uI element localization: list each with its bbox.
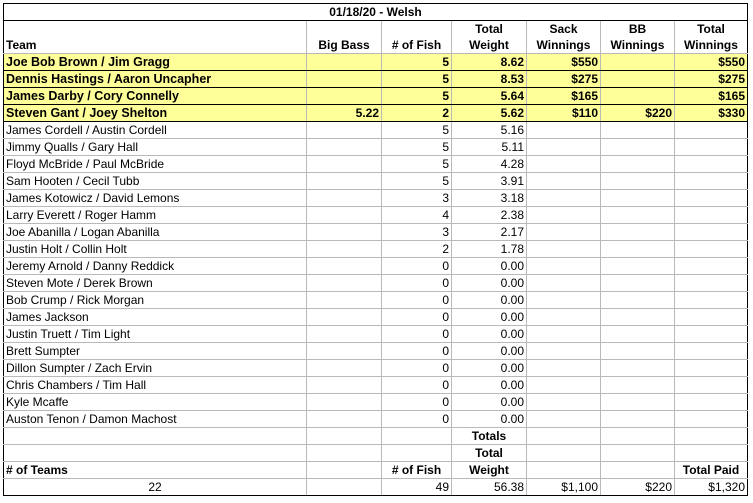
total-weight-cell: 0.00 — [452, 309, 527, 326]
total-winnings-cell — [675, 258, 748, 275]
bb-winnings-cell — [601, 258, 675, 275]
team-name-cell: James Cordell / Austin Cordell — [4, 122, 307, 139]
sack-winnings-cell — [527, 292, 601, 309]
header-team-spacer — [4, 21, 307, 38]
total-winnings-cell — [675, 360, 748, 377]
fish-count-cell: 5 — [382, 88, 452, 105]
total-weight-cell: 0.00 — [452, 326, 527, 343]
bb-winnings-cell — [601, 394, 675, 411]
big-bass-cell — [307, 122, 382, 139]
bb-winnings-cell — [601, 292, 675, 309]
table-row — [4, 275, 748, 292]
table-row — [4, 71, 748, 88]
header-total-winnings-bottom: Winnings — [675, 37, 748, 54]
blank-cell — [307, 462, 382, 479]
total-weight-cell: 4.28 — [452, 156, 527, 173]
blank-cell — [601, 428, 675, 445]
header-bb-bottom: Winnings — [601, 37, 675, 54]
table-row — [4, 207, 748, 224]
blank-cell — [307, 445, 382, 462]
total-weight-cell: 5.62 — [452, 105, 527, 122]
big-bass-cell — [307, 88, 382, 105]
bb-winnings-cell: $220 — [601, 105, 675, 122]
fish-count-cell: 0 — [382, 292, 452, 309]
total-winnings-cell — [675, 224, 748, 241]
fish-count-cell: 4 — [382, 207, 452, 224]
blank-cell — [4, 428, 307, 445]
total-winnings-cell: $275 — [675, 71, 748, 88]
fish-count-cell: 5 — [382, 139, 452, 156]
sack-total-value: $1,100 — [527, 479, 601, 496]
total-winnings-cell — [675, 411, 748, 428]
team-name-cell: Steven Gant / Joey Shelton — [4, 105, 307, 122]
totals-label: Totals — [452, 428, 527, 445]
blank-cell — [675, 428, 748, 445]
big-bass-cell — [307, 54, 382, 71]
total-weight-cell: 0.00 — [452, 394, 527, 411]
bb-winnings-cell — [601, 54, 675, 71]
sack-winnings-cell — [527, 258, 601, 275]
table-row — [4, 88, 748, 105]
sack-winnings-cell — [527, 360, 601, 377]
total-winnings-cell — [675, 190, 748, 207]
table-row — [4, 360, 748, 377]
team-name-cell: Steven Mote / Derek Brown — [4, 275, 307, 292]
fish-count-cell: 5 — [382, 173, 452, 190]
fish-total-value: 49 — [382, 479, 452, 496]
blank-cell — [382, 445, 452, 462]
total-weight-cell: 0.00 — [452, 258, 527, 275]
total-winnings-cell: $330 — [675, 105, 748, 122]
header-team: Team — [4, 37, 307, 54]
blank-cell — [675, 445, 748, 462]
sack-winnings-cell — [527, 326, 601, 343]
total-weight-cell: 8.53 — [452, 71, 527, 88]
bb-winnings-cell — [601, 88, 675, 105]
big-bass-cell — [307, 343, 382, 360]
big-bass-cell — [307, 224, 382, 241]
total-winnings-cell — [675, 394, 748, 411]
header-fish-spacer — [382, 21, 452, 38]
header-num-fish: # of Fish — [382, 37, 452, 54]
teams-count-label: # of Teams — [4, 462, 307, 479]
team-name-cell: James Kotowicz / David Lemons — [4, 190, 307, 207]
big-bass-cell: 5.22 — [307, 105, 382, 122]
total-winnings-cell: $550 — [675, 54, 748, 71]
team-name-cell: Kyle Mcaffe — [4, 394, 307, 411]
total-winnings-cell: $165 — [675, 88, 748, 105]
bb-winnings-cell — [601, 275, 675, 292]
big-bass-cell — [307, 71, 382, 88]
team-name-cell: James Jackson — [4, 309, 307, 326]
table-row — [4, 54, 748, 71]
total-winnings-cell — [675, 326, 748, 343]
team-name-cell: Dillon Sumpter / Zach Ervin — [4, 360, 307, 377]
table-row — [4, 122, 748, 139]
team-name-cell: Larry Everett / Roger Hamm — [4, 207, 307, 224]
header-bb-top: BB — [601, 21, 675, 38]
blank-cell — [601, 462, 675, 479]
fish-count-cell: 0 — [382, 394, 452, 411]
total-weight-cell: 0.00 — [452, 377, 527, 394]
blank-cell — [4, 445, 307, 462]
sack-winnings-cell: $165 — [527, 88, 601, 105]
total-winnings-cell — [675, 122, 748, 139]
big-bass-cell — [307, 292, 382, 309]
teams-count-value: 22 — [4, 479, 307, 496]
total-weight-cell: 5.64 — [452, 88, 527, 105]
total-weight-cell: 8.62 — [452, 54, 527, 71]
total-winnings-cell — [675, 173, 748, 190]
total-weight-cell: 5.11 — [452, 139, 527, 156]
table-row — [4, 139, 748, 156]
table-row — [4, 377, 748, 394]
big-bass-cell — [307, 139, 382, 156]
big-bass-cell — [307, 275, 382, 292]
fish-count-cell: 3 — [382, 190, 452, 207]
total-winnings-cell — [675, 207, 748, 224]
bb-winnings-cell — [601, 139, 675, 156]
blank-cell — [307, 428, 382, 445]
fish-count-cell: 0 — [382, 377, 452, 394]
header-big-bass-spacer — [307, 21, 382, 38]
total-weight-cell: 0.00 — [452, 360, 527, 377]
table-row — [4, 190, 748, 207]
header-sack-bottom: Winnings — [527, 37, 601, 54]
team-name-cell: Justin Truett / Tim Light — [4, 326, 307, 343]
team-name-cell: Jeremy Arnold / Danny Reddick — [4, 258, 307, 275]
bb-winnings-cell — [601, 411, 675, 428]
bb-winnings-cell — [601, 71, 675, 88]
header-sack-top: Sack — [527, 21, 601, 38]
team-name-cell: Brett Sumpter — [4, 343, 307, 360]
total-winnings-cell — [675, 343, 748, 360]
header-total-weight-top: Total — [452, 21, 527, 38]
fish-count-label: # of Fish — [382, 462, 452, 479]
total-weight-cell: 2.17 — [452, 224, 527, 241]
sack-winnings-cell — [527, 190, 601, 207]
total-weight-cell: 3.91 — [452, 173, 527, 190]
bb-winnings-cell — [601, 377, 675, 394]
weight-total-value: 56.38 — [452, 479, 527, 496]
big-bass-cell — [307, 258, 382, 275]
fish-count-cell: 0 — [382, 411, 452, 428]
big-bass-cell — [307, 190, 382, 207]
blank-cell — [307, 479, 382, 496]
table-row — [4, 394, 748, 411]
total-weight-cell: 2.38 — [452, 207, 527, 224]
header-big-bass: Big Bass — [307, 37, 382, 54]
big-bass-cell — [307, 241, 382, 258]
fish-count-cell: 5 — [382, 54, 452, 71]
bb-winnings-cell — [601, 343, 675, 360]
total-paid-label: Total Paid — [675, 462, 748, 479]
bb-total-value: $220 — [601, 479, 675, 496]
sack-winnings-cell — [527, 173, 601, 190]
bb-winnings-cell — [601, 224, 675, 241]
table-row — [4, 105, 748, 122]
fish-count-cell: 0 — [382, 360, 452, 377]
big-bass-cell — [307, 326, 382, 343]
total-winnings-cell — [675, 292, 748, 309]
total-weight-cell: 0.00 — [452, 292, 527, 309]
table-row — [4, 173, 748, 190]
fish-count-cell: 3 — [382, 224, 452, 241]
header-total-weight-bottom: Weight — [452, 37, 527, 54]
team-name-cell: Auston Tenon / Damon Machost — [4, 411, 307, 428]
total-winnings-cell — [675, 309, 748, 326]
total-weight-cell: 0.00 — [452, 275, 527, 292]
table-row — [4, 292, 748, 309]
total-winnings-cell — [675, 156, 748, 173]
table-row — [4, 241, 748, 258]
results-spreadsheet — [3, 3, 748, 496]
sack-winnings-cell: $275 — [527, 71, 601, 88]
total-weight-cell: 0.00 — [452, 411, 527, 428]
total-weight-cell: 5.16 — [452, 122, 527, 139]
total-paid-value: $1,320 — [675, 479, 748, 496]
team-name-cell: Floyd McBride / Paul McBride — [4, 156, 307, 173]
blank-cell — [527, 428, 601, 445]
bb-winnings-cell — [601, 156, 675, 173]
team-name-cell: Justin Holt / Collin Holt — [4, 241, 307, 258]
sack-winnings-cell — [527, 122, 601, 139]
bb-winnings-cell — [601, 360, 675, 377]
sack-winnings-cell — [527, 241, 601, 258]
sack-winnings-cell — [527, 343, 601, 360]
fish-count-cell: 2 — [382, 105, 452, 122]
team-name-cell: Joe Bob Brown / Jim Gragg — [4, 54, 307, 71]
fish-count-cell: 0 — [382, 258, 452, 275]
sack-winnings-cell — [527, 275, 601, 292]
total-winnings-cell — [675, 139, 748, 156]
fish-count-cell: 5 — [382, 71, 452, 88]
sack-winnings-cell — [527, 139, 601, 156]
sack-winnings-cell — [527, 411, 601, 428]
team-name-cell: James Darby / Cory Connelly — [4, 88, 307, 105]
bb-winnings-cell — [601, 309, 675, 326]
table-row — [4, 343, 748, 360]
bb-winnings-cell — [601, 326, 675, 343]
team-name-cell: Joe Abanilla / Logan Abanilla — [4, 224, 307, 241]
total-weight-cell: 1.78 — [452, 241, 527, 258]
sack-winnings-cell — [527, 394, 601, 411]
fish-count-cell: 0 — [382, 309, 452, 326]
big-bass-cell — [307, 394, 382, 411]
bb-winnings-cell — [601, 173, 675, 190]
big-bass-cell — [307, 173, 382, 190]
team-name-cell: Dennis Hastings / Aaron Uncapher — [4, 71, 307, 88]
big-bass-cell — [307, 309, 382, 326]
bb-winnings-cell — [601, 122, 675, 139]
total-weight-cell: 3.18 — [452, 190, 527, 207]
team-name-cell: Jimmy Qualls / Gary Hall — [4, 139, 307, 156]
bb-winnings-cell — [601, 190, 675, 207]
big-bass-cell — [307, 411, 382, 428]
team-name-cell: Bob Crump / Rick Morgan — [4, 292, 307, 309]
blank-cell — [527, 445, 601, 462]
fish-count-cell: 0 — [382, 326, 452, 343]
big-bass-cell — [307, 156, 382, 173]
sack-winnings-cell: $110 — [527, 105, 601, 122]
total-winnings-cell — [675, 377, 748, 394]
fish-count-cell: 0 — [382, 343, 452, 360]
blank-cell — [527, 462, 601, 479]
sheet-title: 01/18/20 - Welsh — [4, 4, 748, 21]
fish-count-cell: 0 — [382, 275, 452, 292]
bb-winnings-cell — [601, 207, 675, 224]
header-total-winnings-top: Total — [675, 21, 748, 38]
table-row — [4, 309, 748, 326]
table-row — [4, 258, 748, 275]
team-name-cell: Chris Chambers / Tim Hall — [4, 377, 307, 394]
table-row — [4, 224, 748, 241]
blank-cell — [601, 445, 675, 462]
fish-count-cell: 5 — [382, 156, 452, 173]
sack-winnings-cell — [527, 156, 601, 173]
table-row — [4, 411, 748, 428]
bb-winnings-cell — [601, 241, 675, 258]
blank-cell — [382, 428, 452, 445]
totals-weight-label: Weight — [452, 462, 527, 479]
sack-winnings-cell — [527, 207, 601, 224]
team-name-cell: Sam Hooten / Cecil Tubb — [4, 173, 307, 190]
sack-winnings-cell — [527, 309, 601, 326]
big-bass-cell — [307, 207, 382, 224]
table-row — [4, 156, 748, 173]
sack-winnings-cell — [527, 224, 601, 241]
sack-winnings-cell — [527, 377, 601, 394]
big-bass-cell — [307, 377, 382, 394]
totals-total-label: Total — [452, 445, 527, 462]
table-row — [4, 326, 748, 343]
total-winnings-cell — [675, 241, 748, 258]
sack-winnings-cell: $550 — [527, 54, 601, 71]
total-winnings-cell — [675, 275, 748, 292]
fish-count-cell: 5 — [382, 122, 452, 139]
total-weight-cell: 0.00 — [452, 343, 527, 360]
fish-count-cell: 2 — [382, 241, 452, 258]
big-bass-cell — [307, 360, 382, 377]
